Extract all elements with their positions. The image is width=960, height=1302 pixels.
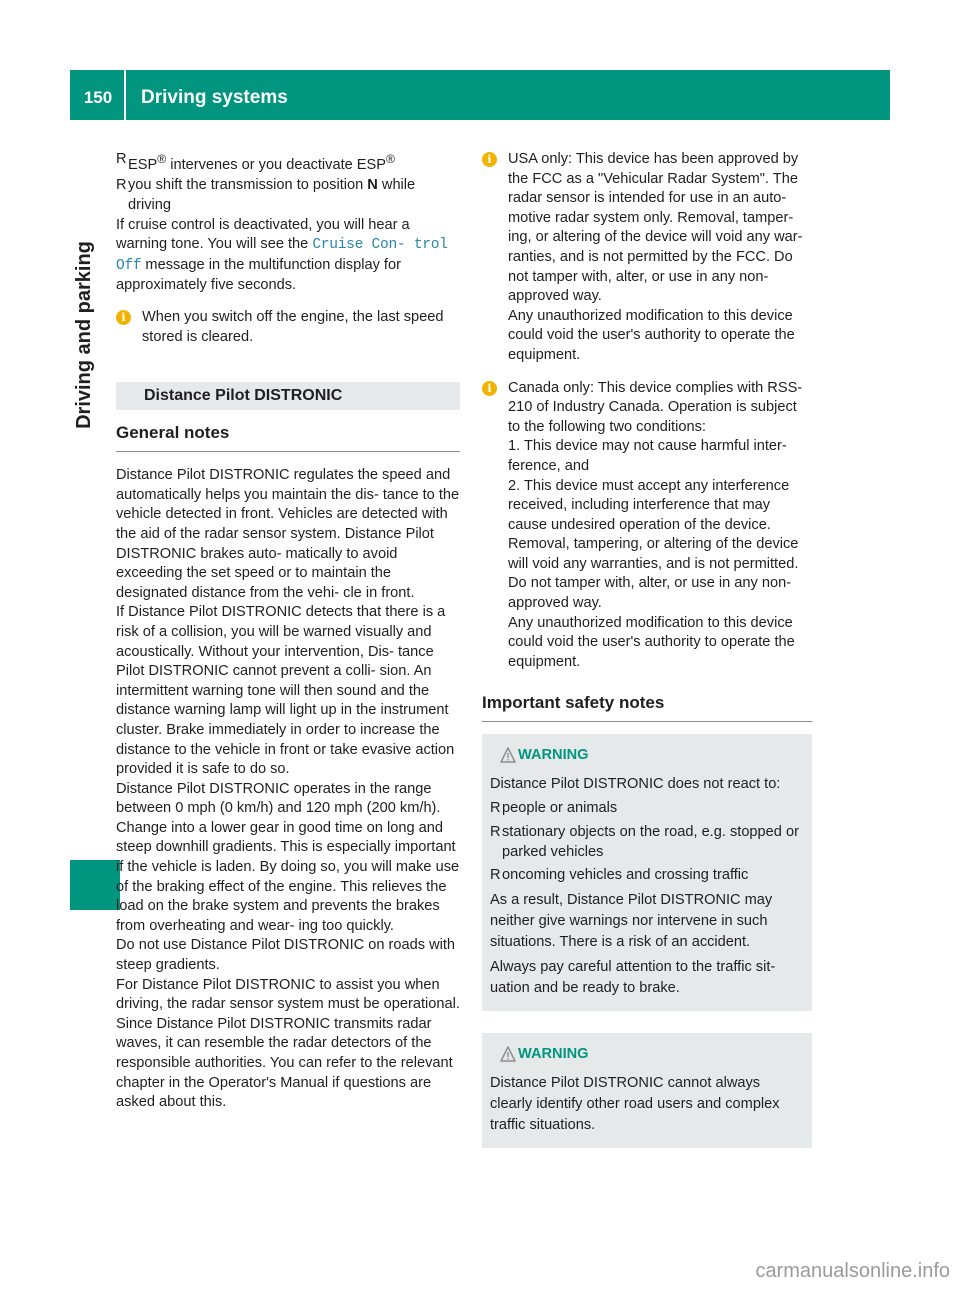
page-title: Driving systems: [141, 87, 288, 108]
subheading-safety-notes: Important safety notes: [482, 692, 812, 722]
bullet-icon: R: [490, 867, 501, 884]
bullet-icon: R: [116, 177, 127, 194]
info-icon: i: [482, 152, 497, 167]
list-item: R ESP® intervenes or you deactivate ESP®: [116, 151, 395, 173]
subheading-general-notes: General notes: [116, 422, 460, 452]
section-title: Distance Pilot DISTRONIC: [116, 382, 460, 410]
paragraph: Change into a lower gear in good time on long and steep downhill gradients. This is especially important if the vehicle is laden. By doing so, you will make use of the braking effect of the engine. This relieves the load on the brake system and prevents the brakes from overheating and wear- ing too quickly.: [116, 819, 460, 934]
right-column: [482, 150, 812, 1148]
paragraph: For Distance Pilot DISTRONIC to assist you when driving, the radar sensor system must be operational.: [116, 976, 460, 1013]
warning-header: WARNING: [490, 746, 804, 766]
left-column: [116, 150, 460, 1113]
warning-triangle-icon: [500, 747, 516, 763]
bullet-icon: R: [490, 800, 501, 817]
list-item: R people or animals: [490, 799, 804, 819]
paragraph: Since Distance Pilot DISTRONIC transmits radar waves, it can resemble the radar detectors of the responsible authorities. You can refer to the relevant chapter in the Operator's Manual if questions are asked about this.: [116, 1015, 453, 1111]
warning-triangle-icon: [500, 1046, 516, 1062]
cruise-paragraph: If cruise control is deactivated, you will hear a warning tone. You will see the Cruise Con‑ trol Off message in the multifunction display for approximately five seconds.: [116, 216, 448, 294]
watermark: carmanualsonline.info: [755, 1260, 950, 1282]
warning-box: WARNING Distance Pilot DISTRONIC does not react to: R people or animals R stationary objects on the road, e.g. stopped or parked vehicles R oncoming vehicles and crossing traffic As a result, Distance Pilot DISTRONIC may neither give warnings nor intervene in such situations. There is a risk of an accident. Always pay careful attention to the traffic sit- uation and be ready to brake.: [482, 734, 812, 1010]
display-message: Cruise Con‑ trol Off: [116, 237, 448, 274]
warning-header: WARNING: [490, 1045, 804, 1065]
header-divider: [124, 70, 126, 120]
page-number: 150: [83, 88, 113, 107]
paragraph: Distance Pilot DISTRONIC operates in the range between 0 mph (0 km/h) and 120 mph (200 km/h).: [116, 780, 441, 817]
list-item: R you shift the transmission to position N while driving: [116, 177, 416, 214]
warning-box: WARNING Distance Pilot DISTRONIC cannot always clearly identify other road users and complex traffic situations.: [482, 1033, 812, 1148]
side-tab-label: Driving and parking: [73, 241, 95, 429]
info-icon: i: [116, 310, 131, 325]
list-item: R stationary objects on the road, e.g. stopped or parked vehicles: [490, 824, 799, 860]
info-note: i When you switch off the engine, the last speed stored is cleared.: [116, 308, 460, 347]
info-note-canada: i Canada only: This device complies with RSS-210 of Industry Canada. Operation is subject to the following two conditions: 1. This device may not cause harmful inter- ference, and 2. This device must accept any interference received, including interference that may cause undesired operation of the device. Removal, tampering, or altering of the device will void any warranties, and is not permitted. Do not tamper with, alter, or use in any non- approved way. Any unauthorized modification to this device could void the user's authority to operate the equipment.: [482, 379, 812, 673]
info-note-usa: i USA only: This device has been approved by the FCC as a "Vehicular Radar System". The radar sensor is intended for use in an auto- motive radar system only. Removal, tamper- ing, or altering of the device will void any war- ranties, and is not permitted by the FCC. Do not tamper with, alter, or use in any non- approved way. Any unauthorized modification to this device could void the user's authority to operate the equipment.: [482, 150, 812, 366]
bullet-icon: R: [490, 824, 501, 841]
bullet-icon: R: [116, 151, 127, 167]
paragraph: If Distance Pilot DISTRONIC detects that there is a risk of a collision, you will be warned visually and acoustically. Without your intervention, Dis- tance Pilot DISTRONIC cannot prevent a colli- sion. An intermittent warning tone will then sound and the distance warning lamp will light up in the instrument cluster. Brake immediately in order to increase the distance to the vehicle in front or take evasive action provided it is safe to do so.: [116, 604, 455, 778]
paragraph: Do not use Distance Pilot DISTRONIC on roads with steep gradients.: [116, 937, 456, 974]
info-icon: i: [482, 381, 497, 396]
list-item: R oncoming vehicles and crossing traffic: [490, 866, 804, 886]
side-tab-marker: [70, 860, 120, 910]
paragraph: Distance Pilot DISTRONIC regulates the speed and automatically helps you maintain the dis- tance to the vehicle detected in front. Vehicles are detected with the aid of the radar sensor system. Distance Pilot DISTRONIC brakes auto- matically to avoid exceeding the set speed or to maintain the designated distance from the vehi- cle in front.: [116, 467, 460, 601]
general-notes-body: [116, 466, 460, 1113]
